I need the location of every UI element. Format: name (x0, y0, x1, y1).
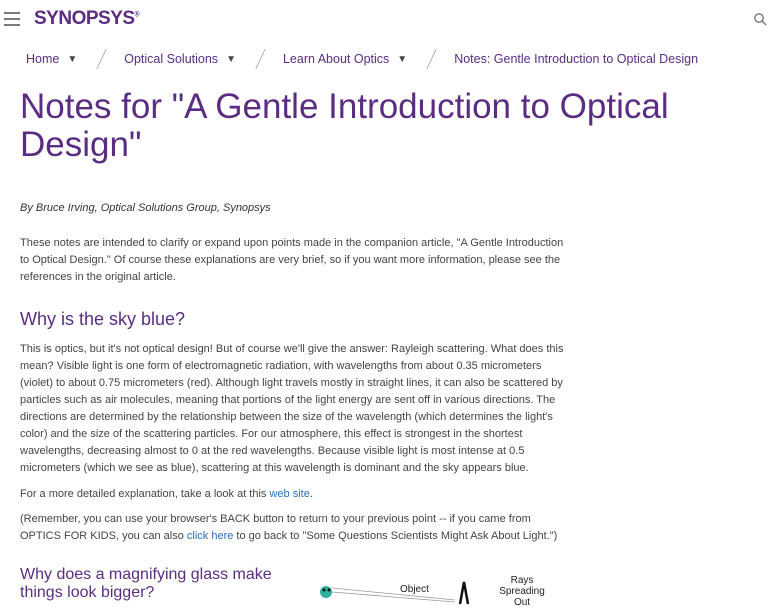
sky-paragraph: This is optics, but it's not optical design! But of course we'll give the answer: Rayleigh scattering. What does this mean? Visible light is one form of electromagnetic radiation, with wavelengths from about 0.35 micrometers (violet) to about 0.75 micrometers (red). Although light travels mostly in straight lines, it can also be scattered by particles such as air molecules, meaning that portions of the light energy are sent off in various directions. The directions are determined by the relationship between the size of the wavelength (which determines the light's color) and the size of the scattering particles. For our atmosphere, this effect is strongest in the shortest wavelengths, decreasing almost to 0 at the red wavelengths. Because visible light is most intense at 0.5 micrometers (which we see as blue), scattering at this wavelength is dominant and the sky appears blue. (20, 343, 564, 474)
intro-paragraph: These notes are intended to clarify or expand upon points made in the companion article, "A Gentle Introduction to Optical Design." Of course these explanations are very brief, so if you want more information, please see the references in the original article. (20, 237, 564, 283)
synopsys-logo[interactable]: SYNOPSYS® (34, 8, 140, 29)
top-bar (0, 0, 769, 40)
breadcrumb-current: Notes: Gentle Introduction to Optical Design (454, 52, 699, 66)
caret-down-icon: ▼ (397, 53, 408, 65)
breadcrumb-separator (427, 49, 437, 69)
object-arrow-icon (460, 582, 468, 604)
caret-down-icon: ▼ (67, 53, 78, 65)
breadcrumb-home[interactable]: Home ▼ (26, 52, 78, 66)
section-heading-magnifier: Why does a magnifying glass make things look bigger? (20, 566, 272, 601)
more-info-paragraph: For a more detailed explanation, take a look at this web site. (20, 488, 313, 500)
eye-icon (320, 586, 332, 598)
diagram-label-object: Object (400, 584, 429, 595)
caret-down-icon: ▼ (226, 53, 236, 65)
breadcrumb-separator (97, 49, 107, 69)
diagram-label-rays: Rays Spreading Out (499, 575, 545, 608)
back-note-paragraph: (Remember, you can use your browser's BACK button to return to your previous point -- if you came from OPTICS FOR KIDS, you can also click here to go back to "Some Questions Scientists Might Ask About Light.") (20, 513, 558, 542)
menu-icon[interactable] (4, 12, 20, 26)
breadcrumb (26, 48, 698, 70)
breadcrumb-optical-solutions[interactable]: Optical Solutions ▼ (124, 52, 236, 66)
breadcrumb-separator (255, 49, 265, 69)
magnifier-diagram (310, 574, 560, 608)
byline: By Bruce Irving, Optical Solutions Group, Synopsys (20, 202, 271, 214)
section-heading-sky: Why is the sky blue? (20, 309, 186, 329)
click-here-link[interactable]: click here (186, 530, 234, 542)
breadcrumb-learn-about-optics[interactable]: Learn About Optics ▼ (282, 52, 408, 66)
search-icon[interactable] (753, 12, 767, 26)
web-site-link[interactable]: web site (269, 488, 310, 500)
page-title: Notes for "A Gentle Introduction to Optical Design" (20, 87, 669, 164)
